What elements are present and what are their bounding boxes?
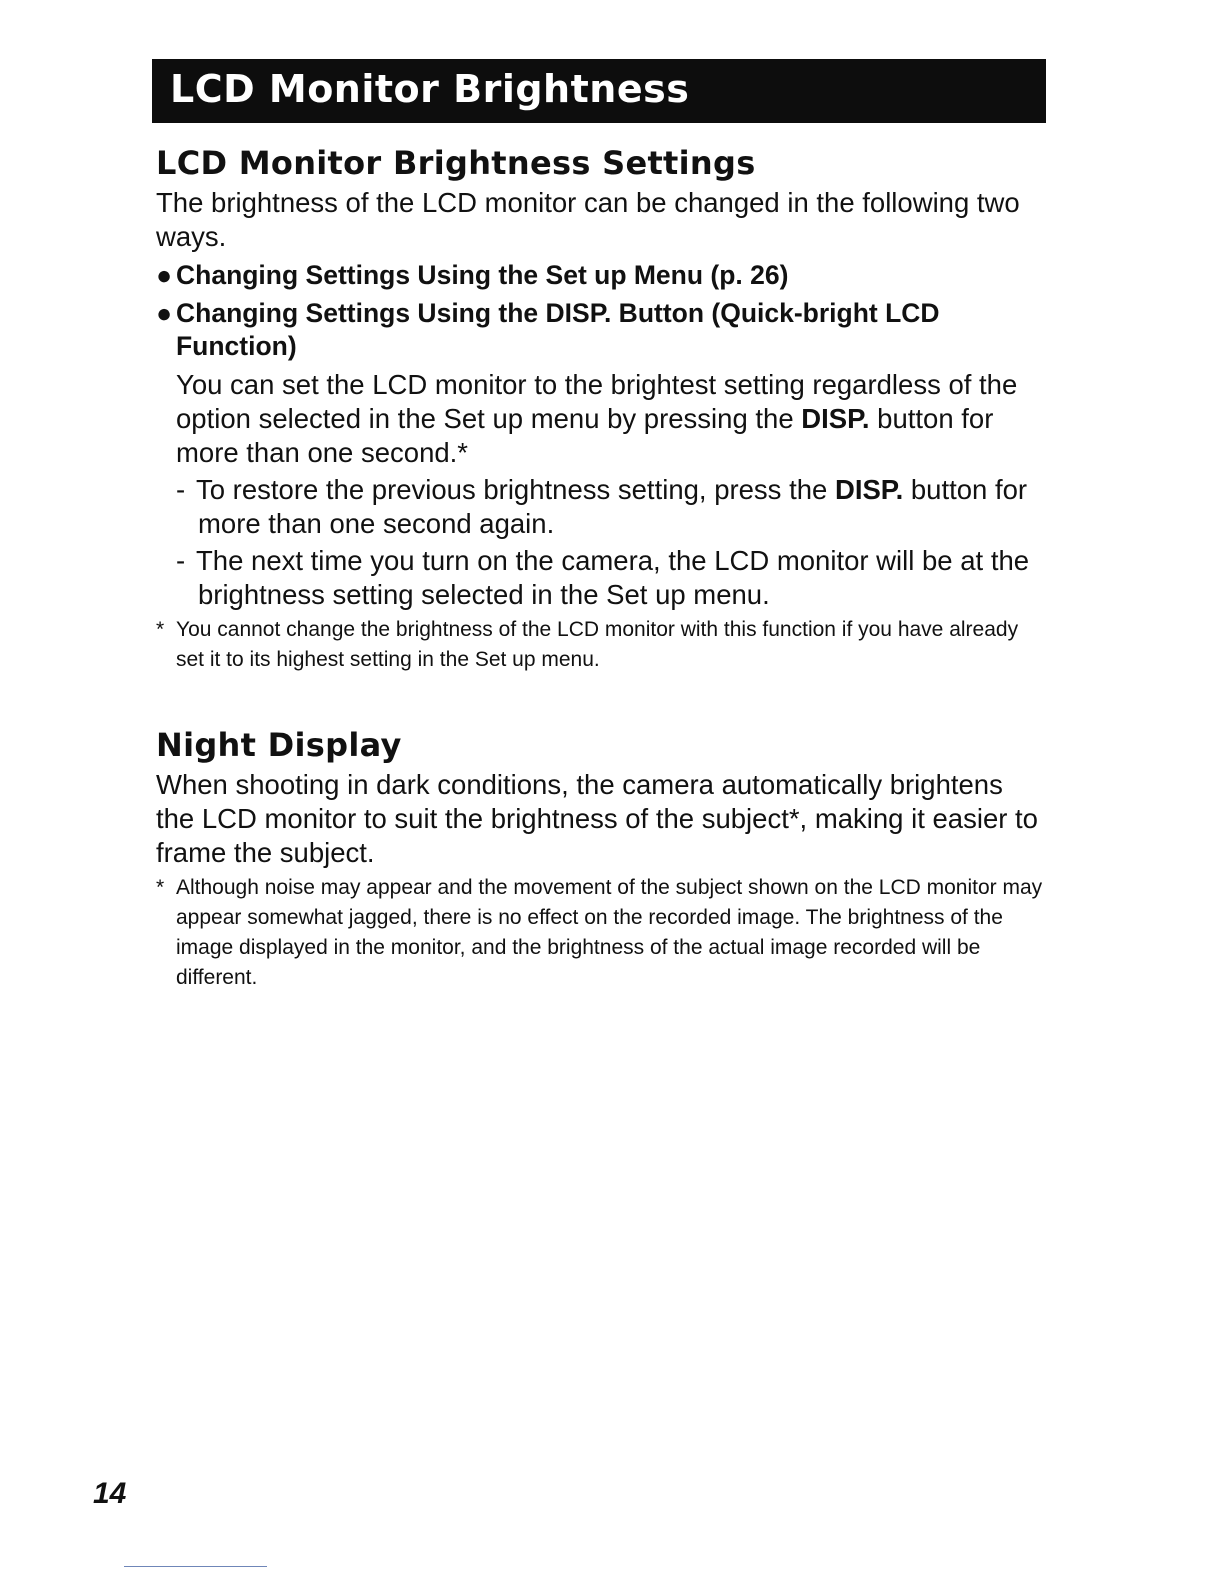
page-content	[156, 140, 1046, 993]
disp-button-name: DISP.	[801, 403, 870, 434]
bullet-dot-icon: ●	[156, 298, 173, 328]
text-run: button for more than one second.*	[176, 403, 994, 468]
footnote-asterisk: *	[156, 876, 165, 899]
footnote-text: You cannot change the brightness of the LCD monitor with this function if you have already set it to its highest setting in the Set up menu.	[176, 618, 1019, 671]
bullet-dot-icon: ●	[156, 260, 173, 290]
footnote-asterisk: *	[156, 618, 165, 641]
disp-button-name: DISP.	[834, 474, 904, 505]
page-number: 14	[93, 1477, 127, 1510]
dash-mark: -	[176, 545, 186, 576]
dash-mark: -	[176, 474, 186, 505]
text-run: The next time you turn on the camera, the LCD monitor will be at the brightness setting selected in the Set up menu.	[196, 545, 1030, 610]
page-title: LCD Monitor Brightness	[170, 67, 690, 111]
footnote-night-display	[156, 873, 1046, 993]
text-run: You can set the LCD monitor to the brightest setting regardless of the option selected in the Set up menu by pressing the	[176, 369, 1018, 434]
footnote-text: Although noise may appear and the movement of the subject shown on the LCD monitor may appear somewhat jagged, there is no effect on the recorded image. The brightness of the image displayed in the monitor, and the brightness of the actual image recorded will be different.	[176, 876, 1043, 989]
footnote-brightness	[156, 615, 1046, 675]
brightness-intro: The brightness of the LCD monitor can be changed in the following two ways.	[156, 187, 1020, 252]
dash-item-next-time	[156, 544, 1046, 612]
dash-item-restore	[156, 473, 1046, 541]
bullet-label: Changing Settings Using the Set up Menu (p. 26)	[176, 260, 789, 290]
night-display-body: When shooting in dark conditions, the camera automatically brightens the LCD monitor to suit the brightness of the subject*, making it easier to frame the subject.	[156, 769, 1038, 868]
quick-bright-description	[156, 368, 1046, 470]
section-heading-brightness-settings: LCD Monitor Brightness Settings	[156, 144, 756, 182]
bullet-item-setup-menu	[156, 259, 1046, 292]
bullet-label: Changing Settings Using the DISP. Button (Quick-bright LCD Function)	[176, 298, 940, 361]
bottom-rule	[124, 1566, 267, 1567]
section-heading-night-display: Night Display	[156, 726, 402, 764]
text-run: To restore the previous brightness setting, press the	[196, 474, 835, 505]
text-run: button for more than one second again.	[198, 474, 1028, 539]
bullet-item-disp-button	[156, 297, 1046, 363]
page-title-bar	[152, 59, 1046, 123]
